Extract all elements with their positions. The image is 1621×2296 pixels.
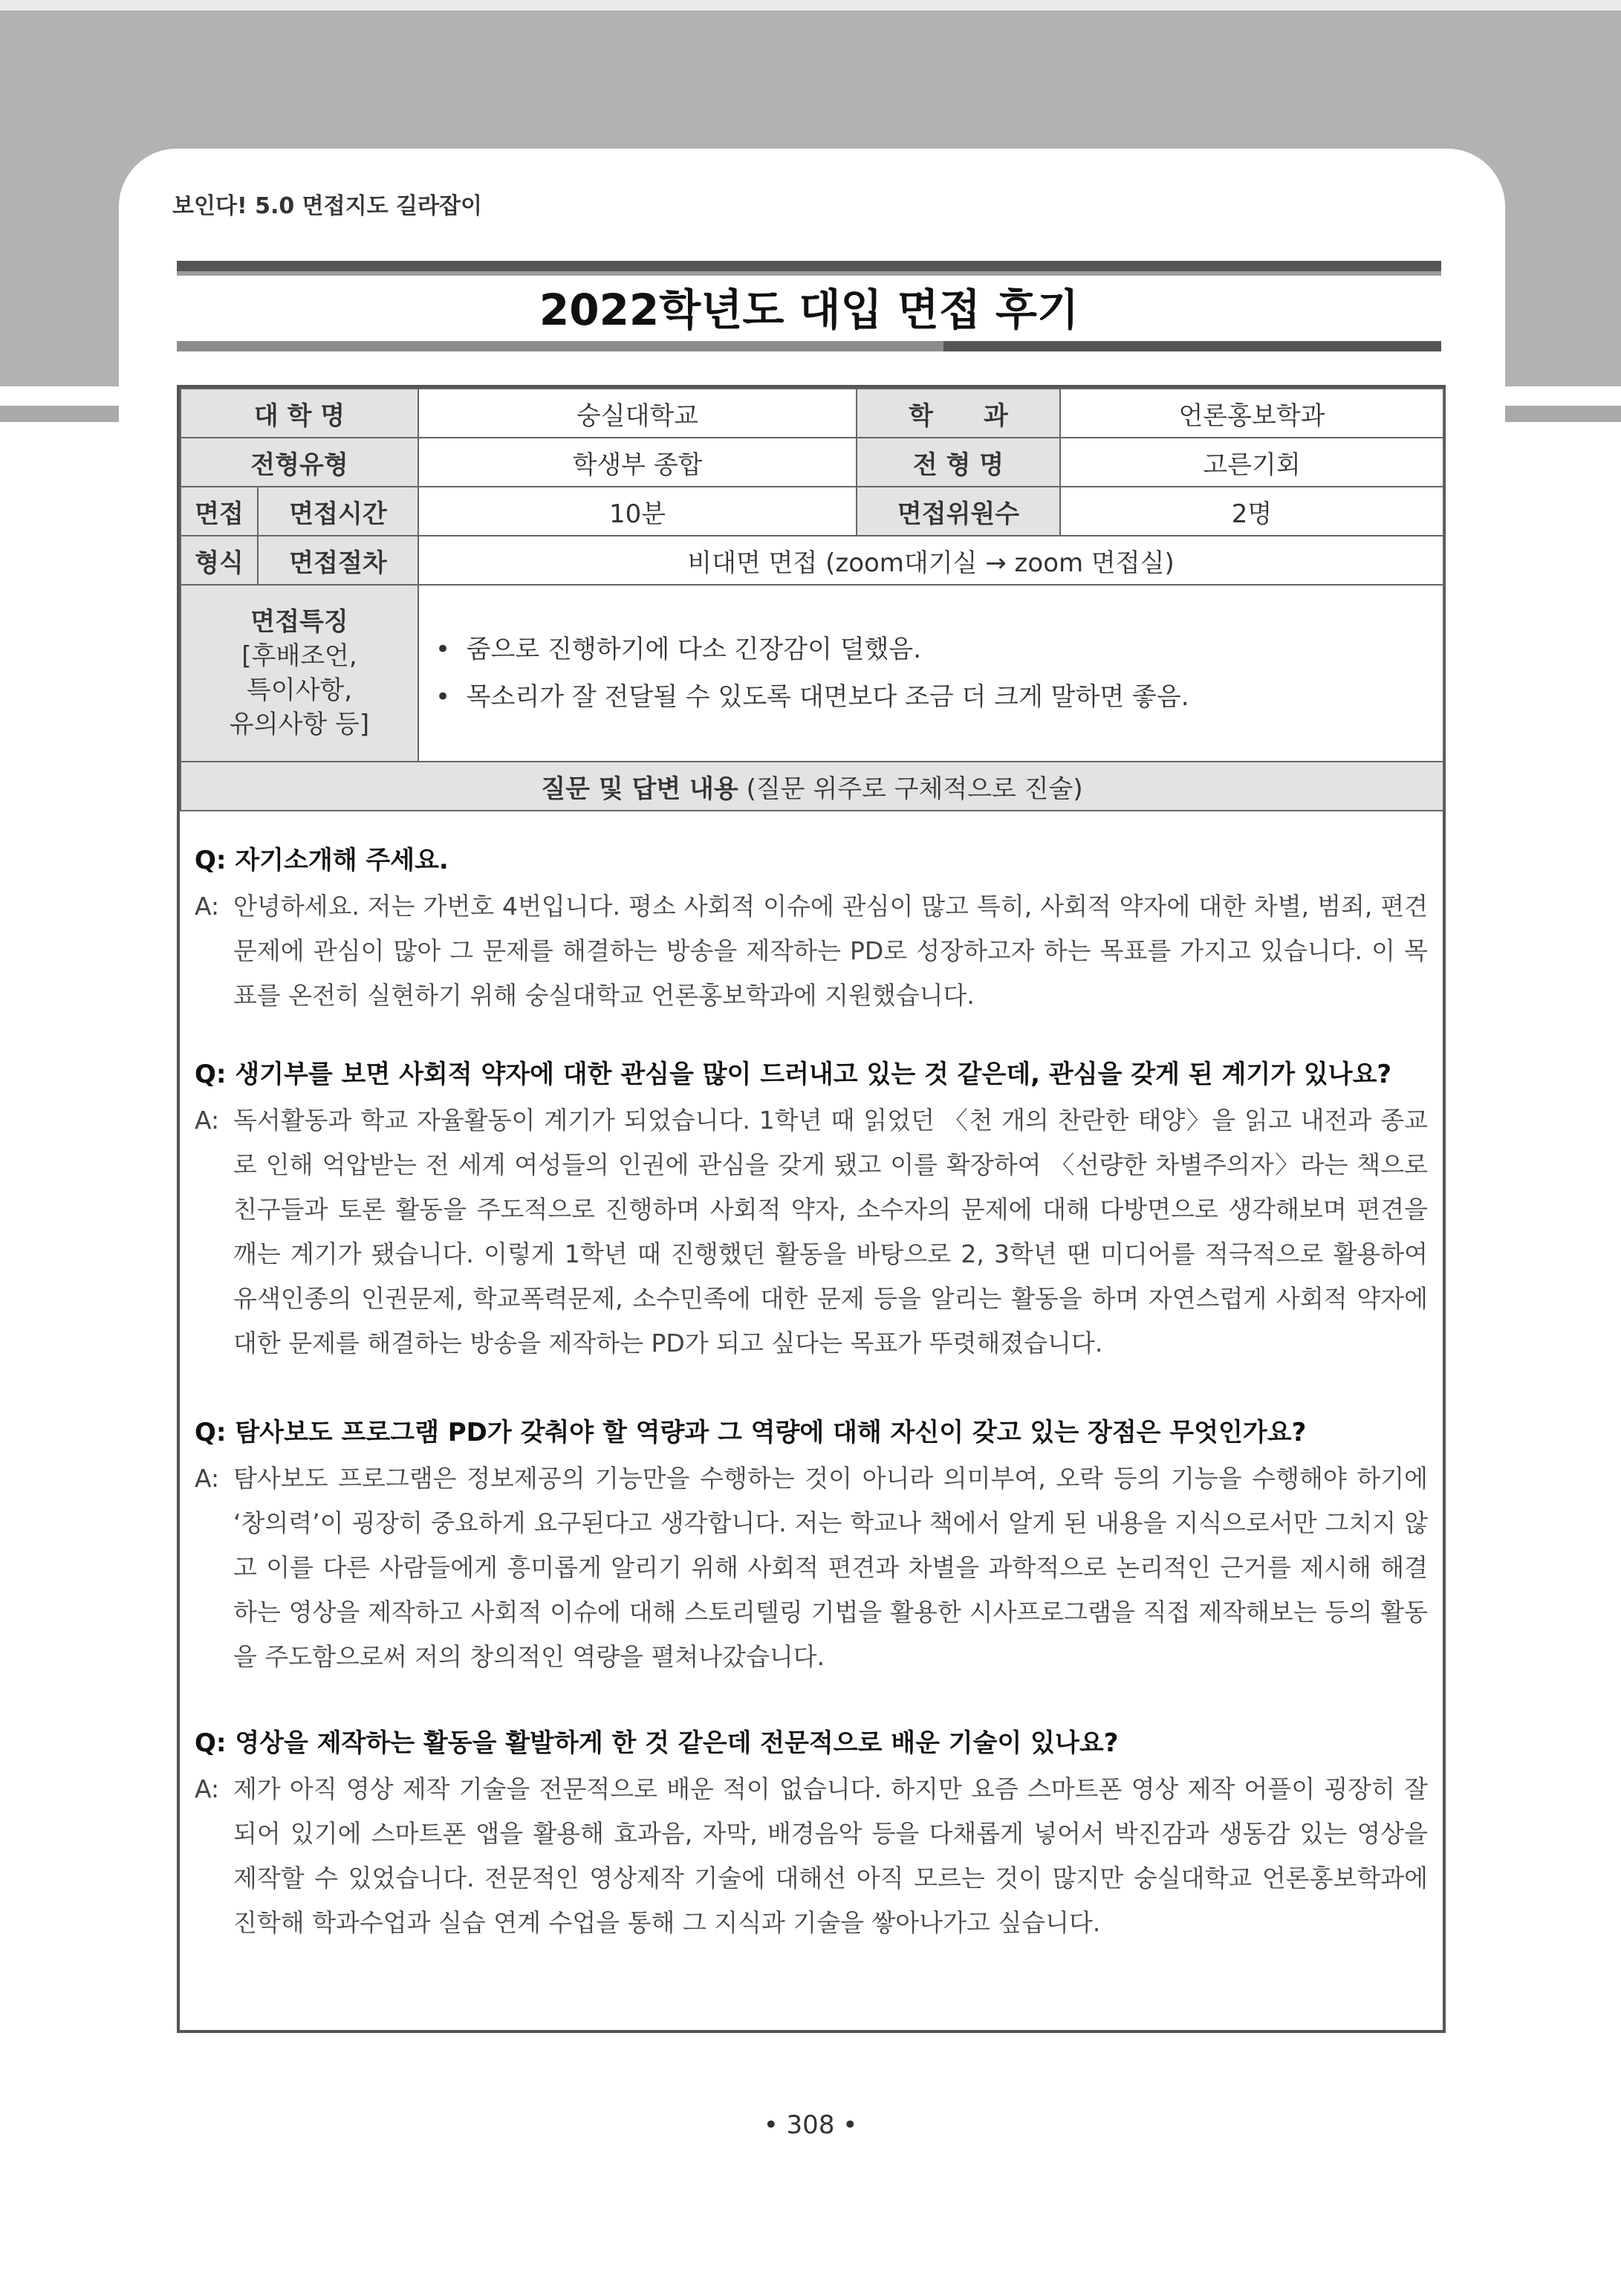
answer xyxy=(195,1767,1428,1945)
right-side-bar xyxy=(1505,406,1621,422)
qa-header-note: (질문 위주로 구체적으로 진술) xyxy=(746,774,1083,804)
answer-text: 제가 아직 영상 제작 기술을 전문적으로 배운 적이 없습니다. 하지만 요즘 스마트폰 영상 제작 어플이 굉장히 잘되어 있기에 스마트폰 앱을 활용해 효과음, 자막, 배경음악 등을 다채롭게 넣어서 박진감과 생동감 있는 영상을 제작할 수 있었습니다. 전문적인 영상제작 기술에 대해선 아직 모르는 것이 많지만 숭실대학교 언론홍보학과에 진학해 학과수업과 실습 연계 수업을 통해 그 지식과 기술을 쌓아나가고 싶습니다. xyxy=(233,1774,1428,1937)
committee-label: 면접위원수 xyxy=(857,487,1060,536)
question: Q: 탐사보도 프로그램 PD가 갖춰야 할 역량과 그 역량에 대해 자신이 갖고 있는 장점은 무엇인가요? xyxy=(195,1418,1307,1447)
qa-block-2 xyxy=(195,1055,1428,1366)
answer xyxy=(195,1098,1428,1366)
left-side-bar xyxy=(0,406,119,422)
university-value: 숭실대학교 xyxy=(418,389,857,438)
header-band-top xyxy=(0,0,1621,10)
features-list xyxy=(418,585,1443,762)
features-sub-2: 특이사항, xyxy=(246,675,353,705)
admission-label: 전 형 명 xyxy=(857,438,1060,487)
feature-item: • 줌으로 진행하기에 다소 긴장감이 덜했음. xyxy=(435,635,922,664)
answer-text: 탐사보도 프로그램은 정보제공의 기능만을 수행하는 것이 아니라 의미부여, 오락 등의 기능을 수행해야 하기에 ‘창의력’이 굉장히 중요하게 요구된다고 생각합니다. 저는 학교나 책에서 알게 된 내용을 지식으로서만 그치지 않고 이를 다른 사람들에게 흥미롭게 알리기 위해 사회적 편견과 차별을 과학적으로 논리적인 근거를 제시해 해결하는 영상을 제작하고 사회적 이슈에 대해 스토리텔링 기법을 활용한 시사프로그램을 직접 제작해보는 등의 활동을 주도함으로써 저의 창의적인 역량을 펼쳐나갔습니다. xyxy=(233,1464,1428,1671)
dept-label: 학 과 xyxy=(857,389,1060,438)
page-number: • 308 • xyxy=(763,2110,858,2140)
type-label: 전형유형 xyxy=(181,438,418,487)
dept-value: 언론홍보학과 xyxy=(1060,389,1443,438)
university-label: 대 학 명 xyxy=(181,389,418,438)
feature-item: • 목소리가 잘 전달될 수 있도록 대면보다 조금 더 크게 말하면 좋음. xyxy=(435,682,1189,712)
running-header: 보인다! 5.0 면접지도 길라잡이 xyxy=(172,193,482,219)
feature-text: 줌으로 진행하기에 다소 긴장감이 덜했음. xyxy=(466,635,922,664)
qa-header-bold: 질문 및 답변 내용 xyxy=(541,774,738,804)
qa-header xyxy=(181,762,1443,811)
features-label-cell xyxy=(181,585,418,762)
qa-block-3 xyxy=(195,1413,1428,1679)
answer-text: 안녕하세요. 저는 가번호 4번입니다. 평소 사회적 이슈에 관심이 많고 특히, 사회적 약자에 대한 차별, 범죄, 편견 문제에 관심이 많아 그 문제를 해결하는 방송을 제작하는 PD로 성장하고자 하는 목표를 가지고 있습니다. 이 목표를 온전히 실현하기 위해 숭실대학교 언론홍보학과에 지원했습니다. xyxy=(233,892,1428,1010)
procedure-label: 면접절차 xyxy=(258,536,418,585)
answer-mark: A: xyxy=(195,1464,220,1493)
title-rule-bottom-accent xyxy=(943,341,1441,351)
features-sub-1: [후배조언, xyxy=(241,641,357,671)
format-label-1: 면접 xyxy=(181,487,258,536)
qa-block-4 xyxy=(195,1724,1428,1945)
features-sub-3: 유의사항 등] xyxy=(229,710,370,739)
procedure-value: 비대면 면접 (zoom대기실 → zoom 면접실) xyxy=(418,536,1443,585)
answer-mark: A: xyxy=(195,892,220,921)
info-table xyxy=(180,388,1444,811)
type-value: 학생부 종합 xyxy=(418,438,857,487)
committee-value: 2명 xyxy=(1060,487,1443,536)
answer xyxy=(195,1456,1428,1679)
time-value: 10분 xyxy=(418,487,857,536)
title-rule-top-thin xyxy=(177,271,1441,276)
answer xyxy=(195,884,1428,1018)
features-label: 면접특징 xyxy=(250,607,348,637)
admission-value: 고른기회 xyxy=(1060,438,1443,487)
page-title: 2022학년도 대입 면접 후기 xyxy=(539,285,1079,335)
answer-mark: A: xyxy=(195,1106,220,1135)
qa-block-1 xyxy=(195,841,1428,1018)
question: Q: 생기부를 보면 사회적 약자에 대한 관심을 많이 드러내고 있는 것 같은데, 관심을 갖게 된 계기가 있나요? xyxy=(195,1060,1392,1089)
answer-text: 독서활동과 학교 자율활동이 계기가 되었습니다. 1학년 때 읽었던 〈천 개의 찬란한 태양〉을 읽고 내전과 종교로 인해 억압받는 전 세계 여성들의 인권에 관심을 갖게 됐고 이를 확장하여 〈선량한 차별주의자〉라는 책으로 친구들과 토론 활동을 주도적으로 진행하며 사회적 약자, 소수자의 문제에 대해 다방면으로 생각해보며 편견을 깨는 계기가 됐습니다. 이렇게 1학년 때 진행했던 활동을 바탕으로 2, 3학년 땐 미디어를 적극적으로 활용하여 유색인종의 인권문제, 학교폭력문제, 소수민족에 대한 문제 등을 알리는 활동을 하며 자연스럽게 사회적 약자에 대한 문제를 해결하는 방송을 제작하는 PD가 되고 싶다는 목표가 뚜렷해졌습니다. xyxy=(233,1106,1428,1358)
feature-text: 목소리가 잘 전달될 수 있도록 대면보다 조금 더 크게 말하면 좋음. xyxy=(466,682,1189,712)
question: Q: 자기소개해 주세요. xyxy=(195,846,449,875)
question: Q: 영상을 제작하는 활동을 활발하게 한 것 같은데 전문적으로 배운 기술이 있나요? xyxy=(195,1728,1119,1758)
interview-box xyxy=(177,385,1446,2033)
answer-mark: A: xyxy=(195,1774,220,1803)
format-label-2: 형식 xyxy=(181,536,258,585)
time-label: 면접시간 xyxy=(258,487,418,536)
title-rule-top xyxy=(177,261,1441,271)
